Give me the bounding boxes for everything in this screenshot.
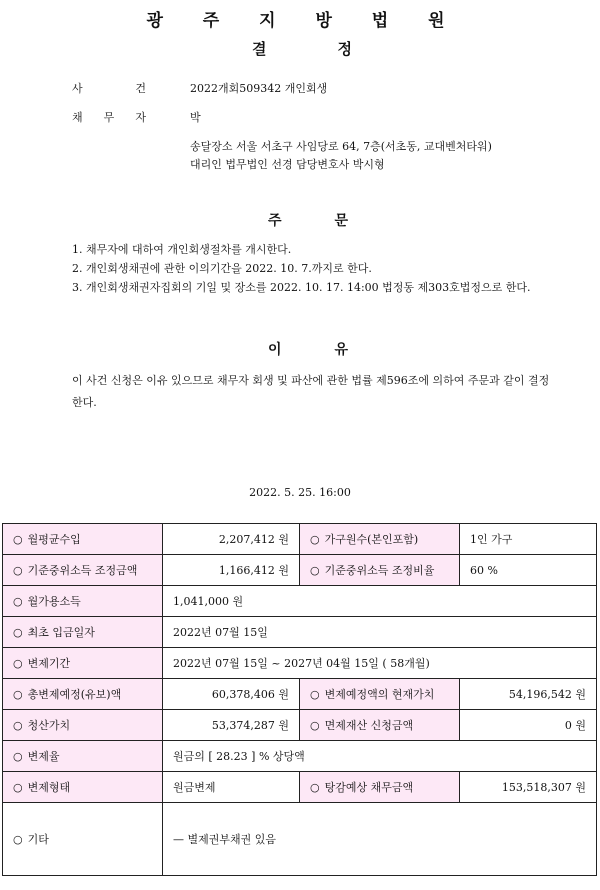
field-value: 원금변제	[163, 772, 300, 803]
repayment-info-table	[2, 523, 597, 876]
table-row	[3, 586, 597, 617]
field-value: 1,166,412 원	[163, 555, 300, 586]
circle-bullet-icon: ○	[310, 688, 320, 701]
decision-date: 2022. 5. 25. 16:00	[249, 486, 351, 499]
table-row	[3, 617, 597, 648]
circle-bullet-icon: ○	[13, 781, 23, 794]
field-label: 기준중위소득 조정비율	[324, 564, 435, 577]
circle-bullet-icon: ○	[13, 626, 23, 639]
circle-bullet-icon: ○	[310, 781, 320, 794]
field-value: 1,041,000 원	[163, 586, 597, 617]
circle-bullet-icon: ○	[13, 719, 23, 732]
circle-bullet-icon: ○	[13, 564, 23, 577]
circle-bullet-icon: ○	[13, 750, 23, 763]
table-row	[3, 803, 597, 876]
circle-bullet-icon: ○	[13, 657, 23, 670]
table-row	[3, 555, 597, 586]
field-value: 2022년 07월 15일	[163, 617, 597, 648]
field-value: 0 원	[460, 710, 597, 741]
circle-bullet-icon: ○	[13, 595, 23, 608]
circle-bullet-icon: ○	[13, 533, 23, 546]
field-label: 총변제예정(유보)액	[27, 688, 122, 701]
field-value: — 별제권부채권 있음	[163, 803, 597, 876]
field-label: 변제기간	[27, 657, 71, 670]
table-row	[3, 772, 597, 803]
order-list	[72, 240, 552, 297]
field-label: 최초 입금일자	[27, 626, 95, 639]
field-label: 청산가치	[27, 719, 71, 732]
field-label: 변제형태	[27, 781, 71, 794]
field-label: 기타	[27, 833, 49, 846]
service-address: 송달장소 서울 서초구 사임당로 64, 7층(서초동, 교대벤처타워)	[190, 140, 492, 153]
field-label: 탕감예상 채무금액	[324, 781, 414, 794]
document-title	[252, 38, 352, 59]
field-value: 60 %	[460, 555, 597, 586]
field-value: 53,374,287 원	[163, 710, 300, 741]
table-row	[3, 679, 597, 710]
table-row	[3, 648, 597, 679]
title-char: 정	[337, 40, 352, 58]
order-heading: 주 문	[268, 213, 348, 229]
circle-bullet-icon: ○	[13, 688, 23, 701]
case-label: 사 건	[72, 82, 146, 95]
debtor-name: 박	[190, 111, 201, 124]
table-row	[3, 741, 597, 772]
reason-text: 이 사건 신청은 이유 있으므로 채무자 회생 및 파산에 관한 법률 제596조에 의하여 주문과 같이 결정한다.	[72, 374, 550, 409]
field-value: 원금의 [ 28.23 ] % 상당액	[163, 741, 597, 772]
field-label: 변제율	[27, 750, 60, 763]
reason-heading: 이 유	[268, 342, 348, 358]
legal-agent: 대리인 법무법인 선경 담당변호사 박시형	[190, 158, 385, 171]
circle-bullet-icon: ○	[310, 719, 320, 732]
field-value: 60,378,406 원	[163, 679, 300, 710]
field-label: 월평균수입	[27, 533, 81, 546]
debtor-label: 채 무 자	[72, 111, 146, 124]
field-label: 기준중위소득 조정금액	[27, 564, 138, 577]
order-item: 3. 개인회생채권자집회의 기일 및 장소를 2022. 10. 17. 14:00 법정동 제303호법정으로 한다.	[72, 281, 531, 294]
circle-bullet-icon: ○	[13, 833, 23, 846]
table-row	[3, 710, 597, 741]
field-value: 2022년 07월 15일 ~ 2027년 04월 15일 ( 58개월)	[163, 648, 597, 679]
field-label: 가구원수(본인포함)	[324, 533, 419, 546]
circle-bullet-icon: ○	[310, 564, 320, 577]
field-value: 2,207,412 원	[163, 524, 300, 555]
case-number: 2022개회509342 개인회생	[190, 82, 328, 95]
field-value: 153,518,307 원	[460, 772, 597, 803]
circle-bullet-icon: ○	[310, 533, 320, 546]
field-label: 변제예정액의 현재가치	[324, 688, 435, 701]
field-label: 월가용소득	[27, 595, 81, 608]
field-value: 1인 가구	[460, 524, 597, 555]
field-label: 면제재산 신청금액	[324, 719, 414, 732]
order-item: 1. 채무자에 대하여 개인회생절차를 개시한다.	[72, 243, 292, 256]
title-char: 결	[252, 40, 267, 58]
table-row	[3, 524, 597, 555]
court-name: 광 주 지 방 법 원	[146, 11, 462, 31]
order-item: 2. 개인회생채권에 관한 이의기간을 2022. 10. 7.까지로 한다.	[72, 262, 372, 275]
field-value: 54,196,542 원	[460, 679, 597, 710]
